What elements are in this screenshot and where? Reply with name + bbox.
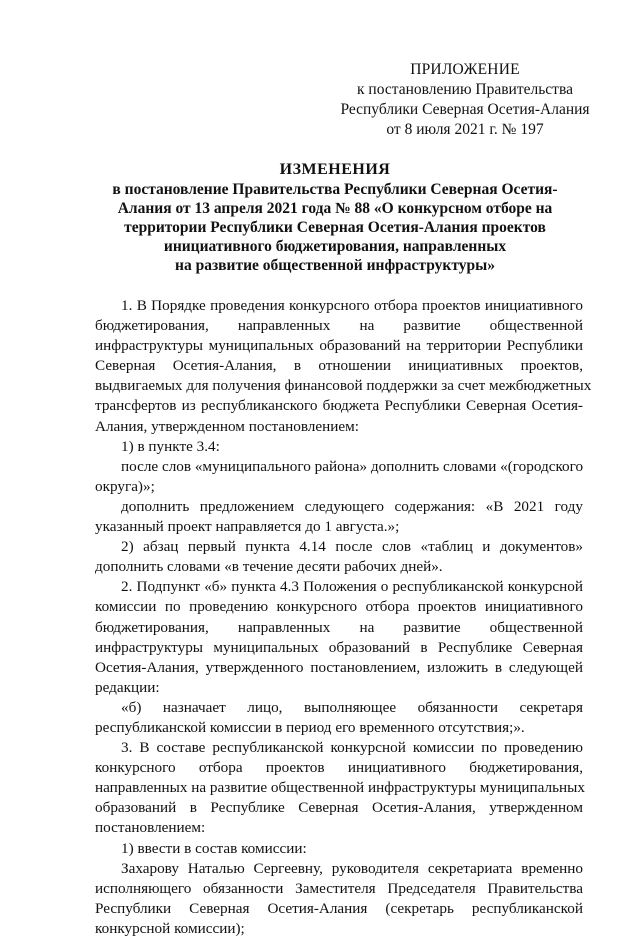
- annex-title: ПРИЛОЖЕНИЕ: [410, 61, 520, 78]
- body-paragraph: [95, 457, 583, 497]
- heading-line: на развитие общественной инфраструктуры»: [175, 257, 495, 274]
- paragraph-line: после слов «муниципального района» дополнить словами «(городского: [121, 457, 584, 475]
- paragraph-line: бюджетирования, направленных на развитие общественной: [95, 618, 583, 636]
- annex-line: Республики Северная Осетия-Алания: [340, 101, 590, 118]
- paragraph-line: выдвигаемых для получения финансовой поддержки за счет межбюджетных: [95, 377, 592, 395]
- paragraph-line: постановлением:: [95, 819, 206, 837]
- paragraph-line: конкурсной комиссии);: [95, 919, 245, 937]
- annex-date-line: от 8 июля 2021 г. № 197: [386, 121, 544, 138]
- paragraph-line: Осетия-Алания, утвержденного постановлением, изложить в следующей: [95, 658, 583, 676]
- heading-title: ИЗМЕНЕНИЯ: [279, 161, 391, 178]
- paragraph-line: дополнить словами «в течение десяти рабочих дней».: [95, 558, 443, 576]
- paragraph-line: «б) назначает лицо, выполняющее обязанности секретаря: [121, 698, 583, 716]
- paragraph-line: 3. В составе республиканской конкурсной комиссии по проведению: [121, 739, 583, 757]
- paragraph-line: направленных на развитие общественной инфраструктуры муниципальных: [95, 779, 585, 797]
- heading-line: инициативного бюджетирования, направленных: [163, 238, 507, 255]
- heading-line: в постановление Правительства Республики Северная Осетия-: [112, 181, 558, 198]
- paragraph-line: округа)»;: [95, 477, 155, 495]
- paragraph-line: конкурсного отбора проектов инициативного бюджетирования,: [95, 759, 583, 777]
- paragraph-line: исполняющего обязанности Заместителя Председателя Правительства: [95, 879, 583, 897]
- heading-line: Алания от 13 апреля 2021 года № 88 «О конкурсном отборе на: [117, 200, 553, 217]
- paragraph-line: 2. Подпункт «б» пункта 4.3 Положения о республиканской конкурсной: [121, 578, 583, 596]
- annex-block: [330, 60, 600, 140]
- body-paragraph: [95, 698, 583, 738]
- document-heading: [90, 160, 580, 275]
- body-paragraph: [95, 296, 592, 437]
- paragraph-line: бюджетирования, направленных на развитие общественной: [95, 317, 583, 335]
- body-paragraph: [95, 859, 583, 939]
- paragraph-line: Северная Осетия-Алания, в отношении инициативных проектов,: [95, 357, 583, 375]
- paragraph-line: трансфертов из республиканского бюджета Республики Северная Осетия-: [95, 397, 583, 415]
- paragraph-line: дополнить предложением следующего содержания: «В 2021 году: [121, 497, 583, 515]
- body-paragraph: [95, 437, 583, 457]
- paragraph-line: 1) в пункте 3.4:: [121, 437, 220, 455]
- body-paragraph: [95, 577, 583, 698]
- paragraph-line: инфраструктуры муниципальных образований на территории Республики: [95, 337, 583, 355]
- annex-line: к постановлению Правительства: [357, 81, 573, 98]
- paragraph-line: 2) абзац первый пункта 4.14 после слов «таблиц и документов»: [121, 538, 583, 556]
- paragraph-line: образований в Республике Северная Осетия-Алания, утвержденном: [95, 799, 583, 817]
- paragraph-line: указанный проект направляется до 1 августа.»;: [95, 518, 400, 536]
- heading-line: территории Республики Северная Осетия-Алания проектов: [124, 219, 546, 236]
- paragraph-line: комиссии по проведению конкурсного отбора проектов инициативного: [95, 598, 583, 616]
- paragraph-line: республиканской комиссии в период его временного отсутствия;».: [95, 718, 525, 736]
- body-paragraph: [95, 537, 583, 577]
- paragraph-line: 1) ввести в состав комиссии:: [121, 839, 307, 857]
- body-paragraph: [95, 738, 583, 838]
- paragraph-line: инфраструктуры муниципальных образований в Республике Северная: [95, 638, 583, 656]
- paragraph-line: Республики Северная Осетия-Алания (секретарь республиканской: [95, 899, 583, 917]
- paragraph-line: Захарову Наталью Сергеевну, руководителя секретариата временно: [121, 859, 583, 877]
- body-paragraph: [95, 497, 583, 537]
- paragraph-line: 1. В Порядке проведения конкурсного отбора проектов инициативного: [121, 297, 583, 314]
- paragraph-line: Алания, утвержденном постановлением:: [95, 417, 359, 435]
- document-body: [95, 296, 592, 939]
- body-paragraph: [95, 839, 583, 859]
- paragraph-line: редакции:: [95, 678, 160, 696]
